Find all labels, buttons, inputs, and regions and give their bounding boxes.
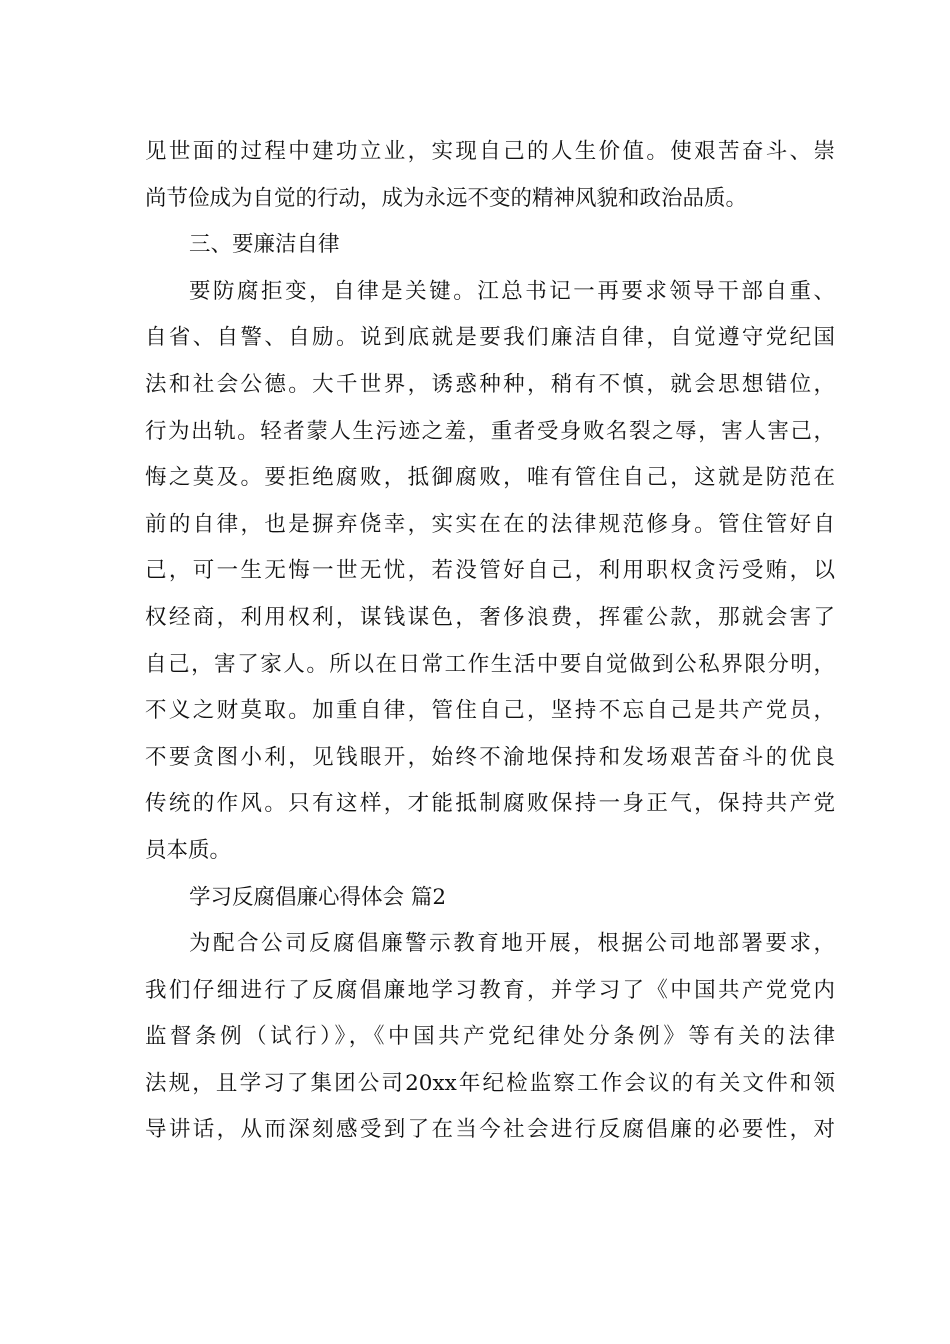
text-line: 自己，害了家人。所以在日常工作生活中要自觉做到公私界限分明， bbox=[145, 651, 835, 677]
text-line: 要防腐拒变，自律是关键。江总书记一再要求领导干部自重、 bbox=[189, 278, 835, 304]
text-line: 为配合公司反腐倡廉警示教育地开展，根据公司地部署要求， bbox=[189, 931, 835, 957]
text-line: 导讲话，从而深刻感受到了在当今社会进行反腐倡廉的必要性，对 bbox=[145, 1117, 835, 1143]
text-line: 权经商，利用权利，谋钱谋色，奢侈浪费，挥霍公款，那就会害了 bbox=[145, 604, 835, 630]
text-line: 不义之财莫取。加重自律，管住自己，坚持不忘自己是共产党员， bbox=[145, 698, 835, 724]
text-line: 己，可一生无悔一世无忧，若没管好自己，利用职权贪污受贿，以 bbox=[145, 558, 835, 584]
text-line: 前的自律，也是摒弃侥幸，实实在在的法律规范修身。管住管好自 bbox=[145, 511, 835, 537]
section-heading: 三、要廉洁自律 bbox=[189, 232, 340, 258]
text-line: 尚节俭成为自觉的行动，成为永远不变的精神风貌和政治品质。 bbox=[145, 185, 748, 211]
document-body bbox=[145, 129, 835, 1154]
text-line: 我们仔细进行了反腐倡廉地学习教育，并学习了《中国共产党党内 bbox=[145, 977, 835, 1003]
article-heading: 学习反腐倡廉心得体会 篇2 bbox=[189, 884, 447, 910]
text-line: 自省、自警、自励。说到底就是要我们廉洁自律，自觉遵守党纪国 bbox=[145, 325, 835, 351]
text-line: 法和社会公德。大千世界，诱惑种种，稍有不慎，就会思想错位， bbox=[145, 371, 835, 397]
text-line: 监督条例（试行）》，《中国共产党纪律处分条例》等有关的法律 bbox=[145, 1024, 835, 1050]
text-line: 悔之莫及。要拒绝腐败，抵御腐败，唯有管住自己，这就是防范在 bbox=[145, 465, 835, 491]
text-line: 传统的作风。只有这样，才能抵制腐败保持一身正气，保持共产党 bbox=[145, 791, 835, 817]
text-line: 不要贪图小利，见钱眼开，始终不渝地保持和发场艰苦奋斗的优良 bbox=[145, 744, 835, 770]
text-line: 员本质。 bbox=[145, 837, 232, 863]
text-line: 见世面的过程中建功立业，实现自己的人生价值。使艰苦奋斗、崇 bbox=[145, 139, 835, 164]
text-line: 法规，且学习了集团公司20xx年纪检监察工作会议的有关文件和领 bbox=[145, 1070, 835, 1096]
text-line: 行为出轨。轻者蒙人生污迹之羞，重者受身败名裂之辱，害人害己， bbox=[145, 418, 835, 444]
